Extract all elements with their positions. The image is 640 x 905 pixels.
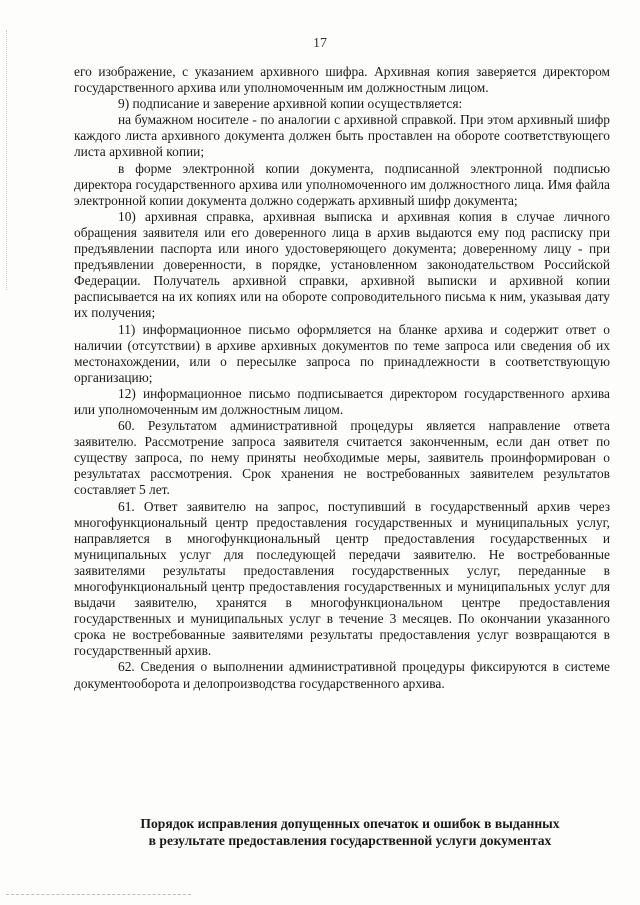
paragraph: 9) подписание и заверение архивной копии осуществляется: <box>118 96 463 112</box>
section-heading-line-2: в результате предоставления государственной услуги документах <box>148 833 552 848</box>
paragraph: 12) информационное письмо подписывается директором государственного архива или уполномоченным им должностным лицом. <box>74 385 610 417</box>
paragraph: 60. Результатом административной процедуры является направление ответа заявителю. Рассмотрение запроса заявителя считается законченным, если дан ответ по существу запроса, по нему приняты необходимые меры, заявитель проинформирован о результатах рассмотрения. Срок хранения не востребованных заявителем результатов составляет 5 лет. <box>74 418 610 498</box>
paragraph: 10) архивная справка, архивная выписка и архивная копия в случае личного обращения заявителя или его доверенного лица в архив выдаются ему под расписку при предъявлении паспорта или иного удостоверяющего документа; доверенному лицу - при предъявлении доверенности, в порядке, установленном законодательством Российской Федерации. Получатель архивной справки, архивной выписки и архивной копии расписывается на их копиях или на обороте сопроводительного письма к ним, указывая дату их получения; <box>74 208 610 321</box>
scan-margin-marks <box>6 30 9 290</box>
paragraph: в форме электронной копии документа, подписанной электронной подписью директора государственного архива или уполномоченного им должностного лица. Имя файла электронной копии документа должно содержать архивный шифр документа; <box>74 160 610 208</box>
page-number: 17 <box>313 36 327 51</box>
section-heading-line-1: Порядок исправления допущенных опечаток и ошибок в выданных <box>140 816 560 831</box>
paragraph: 62. Сведения о выполнении административной процедуры фиксируются в системе документооборота и делопроизводства государственного архива. <box>74 659 610 691</box>
paragraph: 61. Ответ заявителю на запрос, поступивший в государственный архив через многофункциональный центр предоставления государственных и муниципальных услуг, направляется в многофункциональный центр предоставления государственных и муниципальных услуг для последующей передачи заявителю. Не востребованные заявителями результаты предоставления государственных услуг, переданные в многофункциональный центр предоставления государственных и муниципальных услуг для выдачи заявителю, хранятся в многофункциональном центре предоставления государственных и муниципальных услуг в течение 3 месяцев. По окончании указанного срока не востребованные заявителями результаты предоставления услуг возвращаются в государственный архив. <box>74 498 610 659</box>
paragraph: 11) информационное письмо оформляется на бланке архива и содержит ответ о наличии (отсутствии) в архиве архивных документов по теме запроса или сведения об их местонахождении, или о пересылке запроса по принадлежности в соответствующую организацию; <box>74 321 610 385</box>
body-text <box>74 64 610 692</box>
paragraph: на бумажном носителе - по аналогии с архивной справкой. При этом архивный шифр каждого листа архивного документа должен быть проставлен на обороте соответствующего листа архивной копии; <box>74 112 610 160</box>
section-heading <box>90 815 610 849</box>
paragraph: его изображение, с указанием архивного шифра. Архивная копия заверяется директором государственного архива или уполномоченным им должностным лицом. <box>74 64 610 96</box>
scan-bottom-edge <box>6 894 191 895</box>
